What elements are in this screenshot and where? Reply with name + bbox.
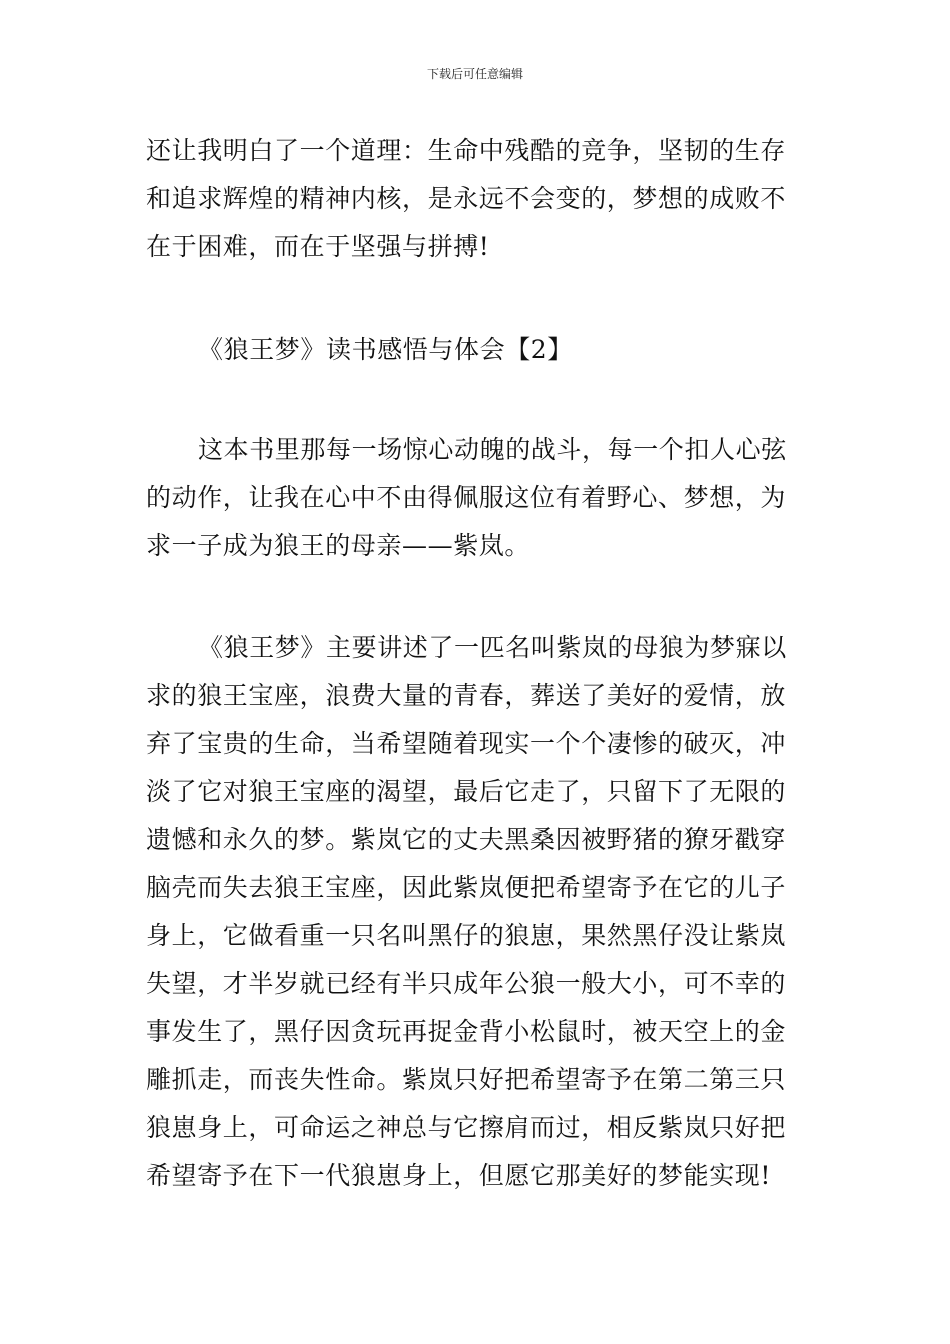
paragraph-3-line: 求的狼王宝座，浪费大量的青春，葬送了美好的爱情，放: [146, 681, 787, 710]
paragraph-3-line: 脑壳而失去狼王宝座，因此紫岚便把希望寄予在它的儿子: [146, 873, 787, 902]
paragraph-3-line: 失望，才半岁就已经有半只成年公狼一般大小，可不幸的: [146, 969, 787, 998]
paragraph-3-line: 事发生了，黑仔因贪玩再捉金背小松鼠时，被天空上的金: [146, 1017, 787, 1046]
paragraph-1-line: 还让我明白了一个道理：生命中残酷的竞争，坚韧的生存: [146, 136, 787, 165]
page-header: 下载后可任意编辑: [426, 67, 523, 81]
paragraph-3-line: 弃了宝贵的生命，当希望随着现实一个个凄惨的破灭，冲: [146, 729, 787, 758]
paragraph-1-line: 和追求辉煌的精神内核，是永远不会变的，梦想的成败不: [146, 184, 787, 213]
paragraph-3-line: 希望寄予在下一代狼崽身上，但愿它那美好的梦能实现!: [146, 1161, 772, 1190]
paragraph-2-line: 的动作，让我在心中不由得佩服这位有着野心、梦想，为: [146, 483, 787, 512]
paragraph-2-line: 求一子成为狼王的母亲——紫岚。: [146, 531, 531, 560]
paragraph-3-line: 《狼王梦》主要讲述了一匹名叫紫岚的母狼为梦寐以: [198, 633, 787, 662]
paragraph-3-line: 遗憾和永久的梦。紫岚它的丈夫黑桑因被野猪的獠牙戳穿: [146, 825, 787, 854]
section-title: 《狼王梦》读书感悟与体会【2】: [198, 335, 573, 364]
paragraph-3-line: 雕抓走，而丧失性命。紫岚只好把希望寄予在第二第三只: [146, 1065, 787, 1094]
paragraph-2-line: 这本书里那每一场惊心动魄的战斗，每一个扣人心弦: [198, 435, 787, 464]
paragraph-1-line: 在于困难，而在于坚强与拼搏!: [146, 232, 490, 261]
paragraph-3-line: 淡了它对狼王宝座的渴望，最后它走了，只留下了无限的: [146, 777, 787, 806]
paragraph-3-line: 狼崽身上，可命运之神总与它擦肩而过，相反紫岚只好把: [146, 1113, 787, 1142]
paragraph-3-line: 身上，它做看重一只名叫黑仔的狼崽，果然黑仔没让紫岚: [146, 921, 787, 950]
